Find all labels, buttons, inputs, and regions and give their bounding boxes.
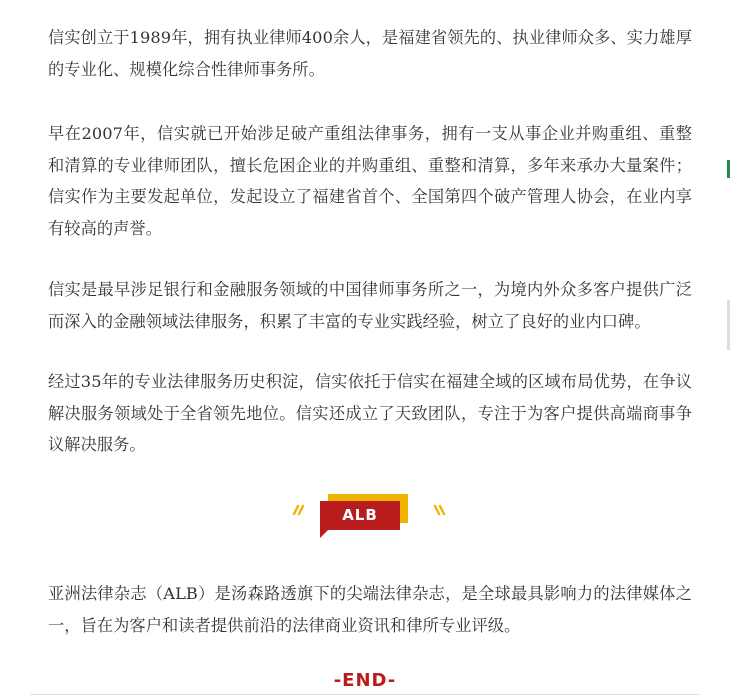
paragraph-dispute: 经过35年的专业法律服务历史积淀，信实依托于信实在福建全域的区域布局优势，在争议解决服务领域处于全省领先地位。信实还成立了天致团队，专注于为客户提供高端商事争议解决服务。 — [48, 372, 692, 454]
paragraph-finance: 信实是最早涉足银行和金融服务领域的中国律师事务所之一，为境内外众多客户提供广泛而深入的金融领域法律服务，积累了丰富的专业实践经验，树立了良好的业内口碑。 — [48, 280, 692, 331]
paragraph-intro: 信实创立于1989年，拥有执业律师400余人，是福建省领先的、执业律师众多、实力雄厚的专业化、规模化综合性律师事务所。 — [48, 28, 692, 79]
quote-left-icon — [292, 502, 306, 516]
paragraph-bankruptcy: 早在2007年，信实就已开始涉足破产重组法律事务，拥有一支从事企业并购重组、重整和清算的专业律师团队，擅长危困企业的并购重组、重整和清算，多年来承办大量案件；信实作为主要发起单位，发起设立了福建省首个、全国第四个破产管理人协会，在业内享有较高的声誉。 — [48, 124, 692, 238]
badge-label: ALB — [320, 501, 400, 530]
bottom-divider — [30, 694, 700, 695]
end-marker: -END- — [333, 670, 397, 691]
paragraph-alb-intro: 亚洲法律杂志（ALB）是汤森路透旗下的尖端法律杂志，是全球最具影响力的法律媒体之一，旨在为客户和读者提供前沿的法律商业资讯和律所专业评级。 — [48, 584, 692, 635]
badge-tail — [320, 530, 328, 538]
quote-right-icon — [432, 502, 446, 516]
alb-section-badge — [292, 494, 452, 540]
